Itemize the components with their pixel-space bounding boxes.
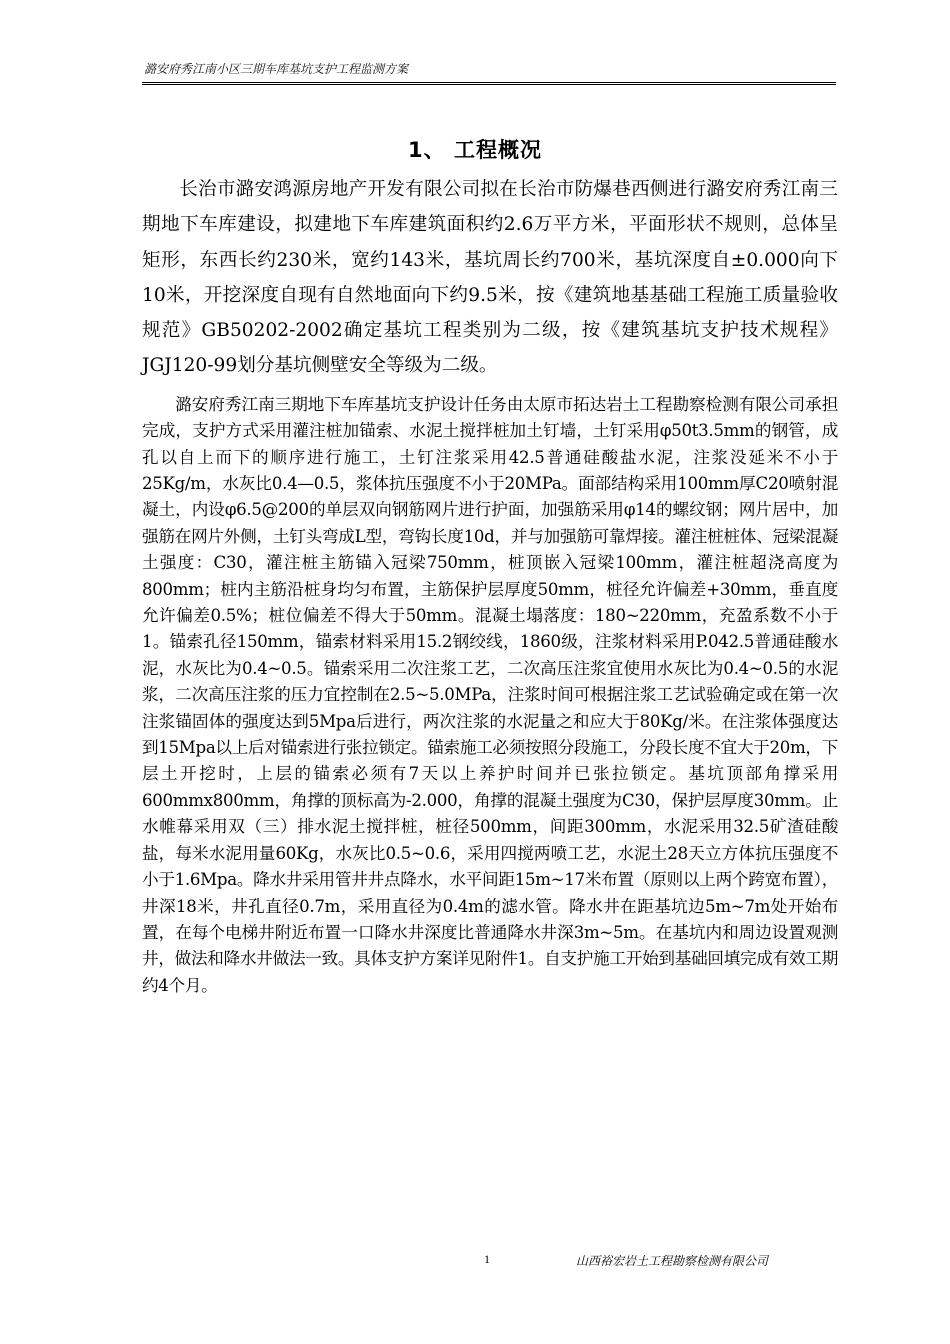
page-header-title: 潞安府秀江南小区三期车库基坑支护工程监测方案 [144, 62, 409, 76]
footer-company: 山西裕宏岩土工程勘察检测有限公司 [576, 1254, 769, 1268]
section-title: 1、 工程概况 [408, 138, 542, 162]
paragraph-overview: 长治市潞安鸿源房地产开发有限公司拟在长治市防爆巷西侧进行潞安府秀江南三期地下车库建设，拟建地下车库建筑面积约2.6万平方米，平面形状不规则，总体呈矩形，东西长约230米，宽约143米，基坑周长约700米，基坑深度自±0.000向下10米，开挖深度自现有自然地面向下约9.5米，按《建筑地基基础工程施工质量验收规范》GB50202-2002确定基坑工程类别为二级，按《建筑基坑支护技术规程》JGJ120-99划分基坑侧壁安全等级为二级。 [142, 179, 838, 377]
document-body [142, 172, 838, 999]
paragraph-support-design: 潞安府秀江南三期地下车库基坑支护设计任务由太原市拓达岩土工程勘察检测有限公司承担完成，支护方式采用灌注桩加锚索、水泥土搅拌桩加土钉墙，土钉采用φ50t3.5mm的钢管，成孔以自上而下的顺序进行施工，土钉注浆采用42.5普通硅酸盐水泥，注浆没延米不小于25Kg/m，水灰比0.4—0.5，浆体抗压强度不小于20MPa。面部结构采用100mm厚C20喷射混凝土，内设φ6.5@200的单层双向钢筋网片进行护面，加强筋采用φ14的螺纹钢；网片居中，加强筋在网片外侧，土钉头弯成L型，弯钩长度10d，并与加强筋可靠焊接。灌注桩桩体、冠梁混凝土强度：C30，灌注桩主筋锚入冠梁750mm，桩顶嵌入冠梁100mm，灌注桩超浇高度为800mm；桩内主筋沿桩身均匀布置，主筋保护层厚度50mm，桩径允许偏差+30mm，垂直度允许偏差0.5%；桩位偏差不得大于50mm。混凝土塌落度：180~220mm，充盈系数不小于1。锚索孔径150mm，锚索材料采用15.2钢绞线，1860级，注浆材料采用P.042.5普通硅酸水泥，水灰比为0.4~0.5。锚索采用二次注浆工艺，二次高压注浆宜使用水灰比为0.4~0.5的水泥浆，二次高压注浆的压力宜控制在2.5~5.0MPa，注浆时间可根据注浆工艺试验确定或在第一次注浆锚固体的强度达到5Mpa后进行，两次注浆的水泥量之和应大于80Kg/米。在注浆体强度达到15Mpa以上后对锚索进行张拉锁定。锚索施工必须按照分段施工，分段长度不宜大于20m，下层土开挖时，上层的锚索必须有7天以上养护时间并已张拉锁定。基坑顶部角撑采用600mmx800mm，角撑的顶标高为-2.000，角撑的混凝土强度为C30，保护层厚度30mm。止水帷幕采用双（三）排水泥土搅拌桩，桩径500mm，间距300mm，水泥采用32.5矿渣硅酸盐，每米水泥用量60Kg，水灰比0.5~0.6，采用四搅两喷工艺，水泥土28天立方体抗压强度不小于1.6Mpa。降水井采用管井井点降水，水平间距15m~17米布置（原则以上两个跨宽布置），井深18米，井孔直径0.7m，采用直径为0.4m的滤水管。降水井在距基坑边5m~7m处开始布置，在每个电梯井附近布置一口降水井深度比普通降水井深3m~5m。在基坑内和周边设置观测井，做法和降水井做法一致。具体支护方案详见附件1。自支护施工开始到基础回填完成有效工期约4个月。 [142, 394, 838, 995]
page-number: 1 [484, 1252, 490, 1266]
header-divider [142, 82, 836, 85]
